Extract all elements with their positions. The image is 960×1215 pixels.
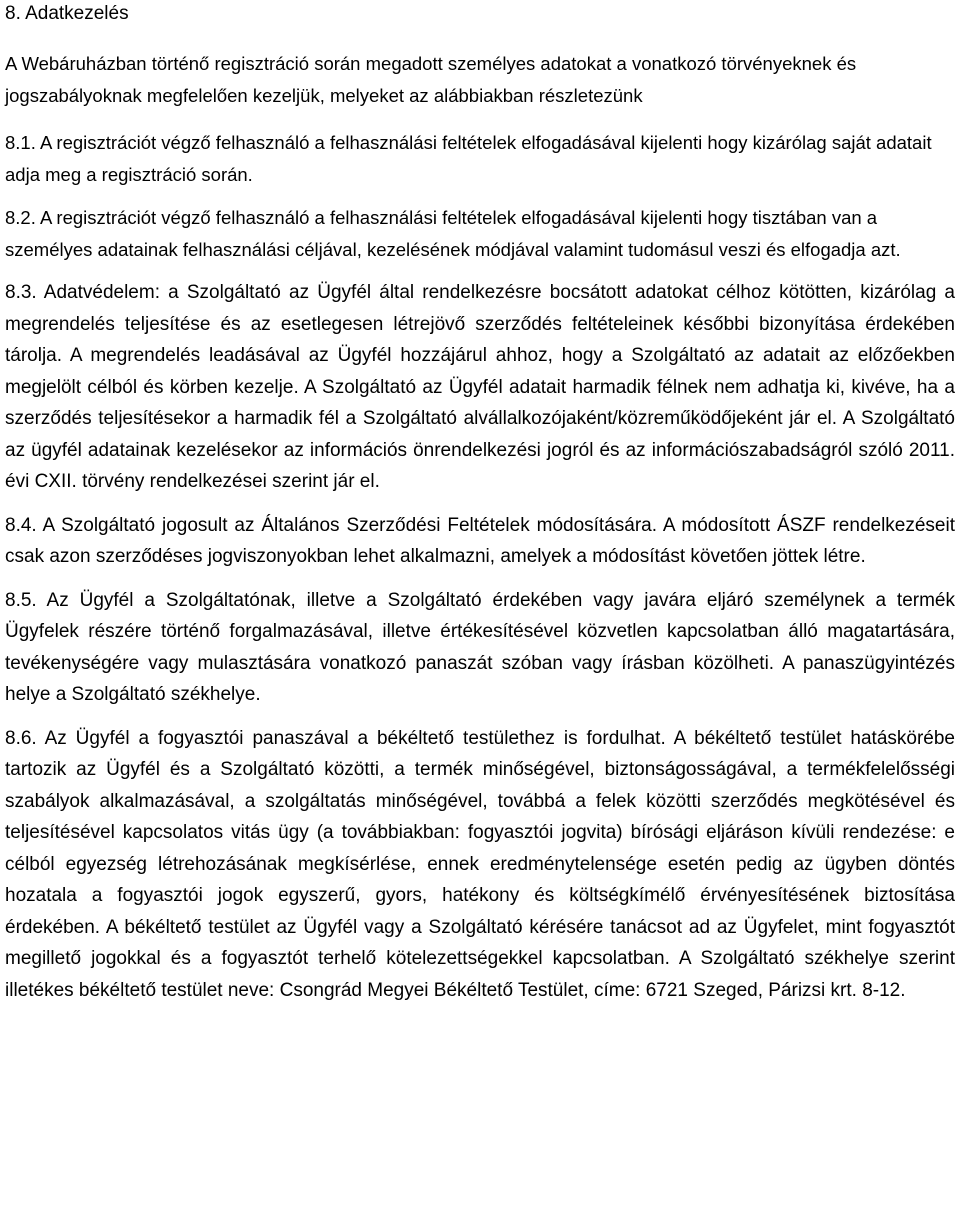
document-page (5, 0, 955, 1006)
paragraph-8-4: 8.4. A Szolgáltató jogosult az Általános Szerződési Feltételek módosítására. A módosított ÁSZF rendelkezéseit csak azon szerződéses jogviszonyokban lehet alkalmazni, amelyek a módosítást követően jöttek létre. (5, 514, 955, 567)
paragraph-8-2: 8.2. A regisztrációt végző felhasználó a felhasználási feltételek elfogadásával kijelenti hogy tisztában van a személyes adatainak felhasználási céljával, kezelésének módjával valamint tudomásul veszi és elfogadja azt. (5, 207, 901, 260)
paragraph-8-6: 8.6. Az Ügyfél a fogyasztói panaszával a békéltető testülethez is fordulhat. A békéltető testület hatáskörébe tartozik az Ügyfél és a Szolgáltató közötti, a termék minőségével, biztonságosságával, a termékfelelősségi szabályok alkalmazásával, a szolgáltatás minőségével, továbbá a felek közötti szerződés megkötésével és teljesítésével kapcsolatos vitás ügy (a továbbiakban: fogyasztói jogvita) bírósági eljáráson kívüli rendezése: e célból egyezség létrehozásának megkísérlése, ennek eredménytelensége esetén pedig az ügyben döntés hozatala a fogyasztói jogok egyszerű, gyors, hatékony és költségkímélő érvényesítésének biztosítása érdekében. A békéltető testület az Ügyfél vagy a Szolgáltató kérésére tanácsot ad az Ügyfelet, mint fogyasztót megillető jogokkal és a fogyasztót terhelő kötelezettségekkel kapcsolatban. A Szolgáltató székhelye szerint illetékes békéltető testület neve: Csongrád Megyei Békéltető Testület, címe: 6721 Szeged, Párizsi krt. 8-12. (5, 727, 955, 1001)
paragraph-8-1: 8.1. A regisztrációt végző felhasználó a felhasználási feltételek elfogadásával kijelenti hogy kizárólag saját adatait adja meg a regisztráció során. (5, 132, 932, 185)
paragraph-8-5: 8.5. Az Ügyfél a Szolgáltatónak, illetve a Szolgáltató érdekében vagy javára eljáró személynek a termék Ügyfelek részére történő forgalmazásával, illetve értékesítésével közvetlen kapcsolatban álló magatartására, tevékenységére vagy mulasztására vonatkozó panaszát szóban vagy írásban közölheti. A panaszügyintézés helye a Szolgáltató székhelye. (5, 589, 955, 705)
paragraph-8-3: 8.3. Adatvédelem: a Szolgáltató az Ügyfél által rendelkezésre bocsátott adatokat célhoz kötötten, kizárólag a megrendelés teljesítése és az esetlegesen létrejövő szerződés feltételeinek későbbi bizonyítása érdekében tárolja. A megrendelés leadásával az Ügyfél hozzájárul ahhoz, hogy a Szolgáltató az adatait az előzőekben megjelölt célból és körben kezelje. A Szolgáltató az Ügyfél adatait harmadik félnek nem adhatja ki, kivéve, ha a szerződés teljesítésekor a harmadik fél a Szolgáltató alvállalkozójaként/közreműködőjeként jár el. A Szolgáltató az ügyfél adatainak kezelésekor az információs önrendelkezési jogról és az információszabadságról szóló 2011. évi CXII. törvény rendelkezései szerint jár el. (5, 282, 955, 492)
section-heading: 8. Adatkezelés (5, 3, 129, 24)
intro-paragraph: A Webáruházban történő regisztráció során megadott személyes adatokat a vonatkozó törvényeknek és jogszabályoknak megfelelően kezeljük, melyeket az alábbiakban részletezünk (5, 53, 857, 106)
